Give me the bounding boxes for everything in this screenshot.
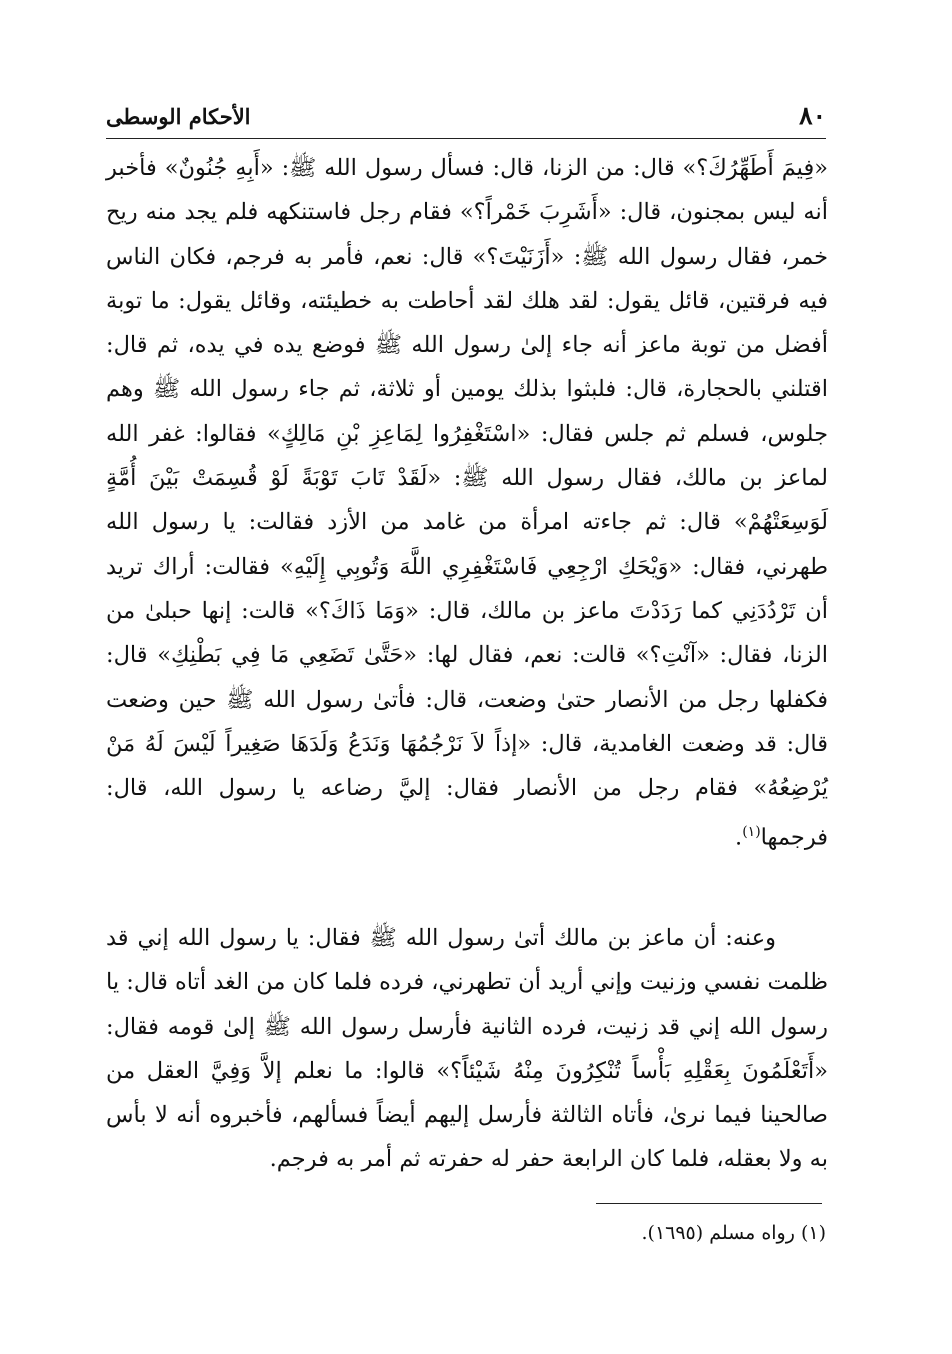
footnote-reference[interactable]: (١) <box>742 824 761 841</box>
page-header <box>106 98 826 139</box>
footnote: (١) رواه مسلم (١٦٩٥). <box>641 1222 826 1244</box>
running-title: الأحكام الوسطى <box>106 104 251 129</box>
paragraph-1-text: «فِيمَ أَطَهِّرُكَ؟» قال: من الزنا، قال: فسأل رسول الله ﷺ: «أَبِهِ جُنُونٌ» فأخبر أنه ليس بمجنون، قال: «أَشَرِبَ خَمْراً؟» فقام رجل فاستنكهه فلم يجد منه ريح خمر، فقال رسول الله ﷺ: «أَزَنَيْتَ؟» قال: نعم، فأمر به فرجم، فكان الناس فيه فرقتين، قائل يقول: لقد هلك لقد أحاطت به خطيئته، وقائل يقول: ما توبة أفضل من توبة ماعز أنه جاء إلىٰ رسول الله ﷺ فوضع يده في يده، ثم قال: اقتلني بالحجارة، قال: فلبثوا بذلك يومين أو ثلاثة، ثم جاء رسول الله ﷺ وهم جلوس، فسلم ثم جلس فقال: «اسْتَغْفِرُوا لِمَاعِزِ بْنِ مَالِكٍ» فقالوا: غفر الله لماعز بن مالك، فقال رسول الله ﷺ: «لَقَدْ تَابَ تَوْبَةً لَوْ قُسِمَتْ بَيْنَ أُمَّةٍ لَوَسِعَتْهُمْ» قال: ثم جاءته امرأة من غامد من الأزد فقالت: يا رسول الله طهرني، فقال: «وَيْحَكِ ارْجِعِي فَاسْتَغْفِرِي اللَّهَ وَتُوبِي إِلَيْهِ» فقالت: أراك تريد أن تَرْدُدَنِي كما رَدَدْتَ ماعز بن مالك، قال: «وَمَا ذَاكَ؟» قالت: إنها حبلىٰ من الزنا، فقال: «آنْتِ؟» قالت: نعم، فقال لها: «حَتَّىٰ تَضَعِي مَا فِي بَطْنِكِ» قال: فكفلها رجل من الأنصار حتىٰ وضعت، قال: فأتىٰ رسول الله ﷺ حين وضعت قال: قد وضعت الغامدية، قال: «إذاً لاَ نَرْجُمُهَا وَنَدَعُ وَلَدَهَا صَغِيراً لَيْسَ لَهُ مَنْ يُرْضِعُهُ» فقام رجل من الأنصار فقال: إليَّ رضاعه يا رسول الله، قال: فرجمها <box>106 155 828 851</box>
footnote-divider <box>596 1203 822 1204</box>
paragraph-1-end: . <box>735 824 743 851</box>
page-number: ٨٠ <box>799 101 826 130</box>
hadith-paragraph-2: وعنه: أن ماعز بن مالك أتىٰ رسول الله ﷺ فقال: يا رسول الله إني قد ظلمت نفسي وزنيت وإني أريد أن تطهرني، فرده فلما كان من الغد أتاه قال: يا رسول الله إني قد زنيت، فرده الثانية فأرسل رسول الله ﷺ إلىٰ قومه فقال: «أَتَعْلَمُونَ بِعَقْلِهِ بَأْساً تُنْكِرُونَ مِنْهُ شَيْئاً؟» قالوا: ما نعلم إلاَّ وَفِيَّ العقل من صالحينا فيما نرىٰ، فأتاه الثالثة فأرسل إليهم أيضاً فسألهم، فأخبروه أنه لا بأس به ولا بعقله، فلما كان الرابعة حفر له حفرته ثم أمر به فرجم. <box>106 925 828 1173</box>
hadith-paragraph-1 <box>106 146 828 860</box>
